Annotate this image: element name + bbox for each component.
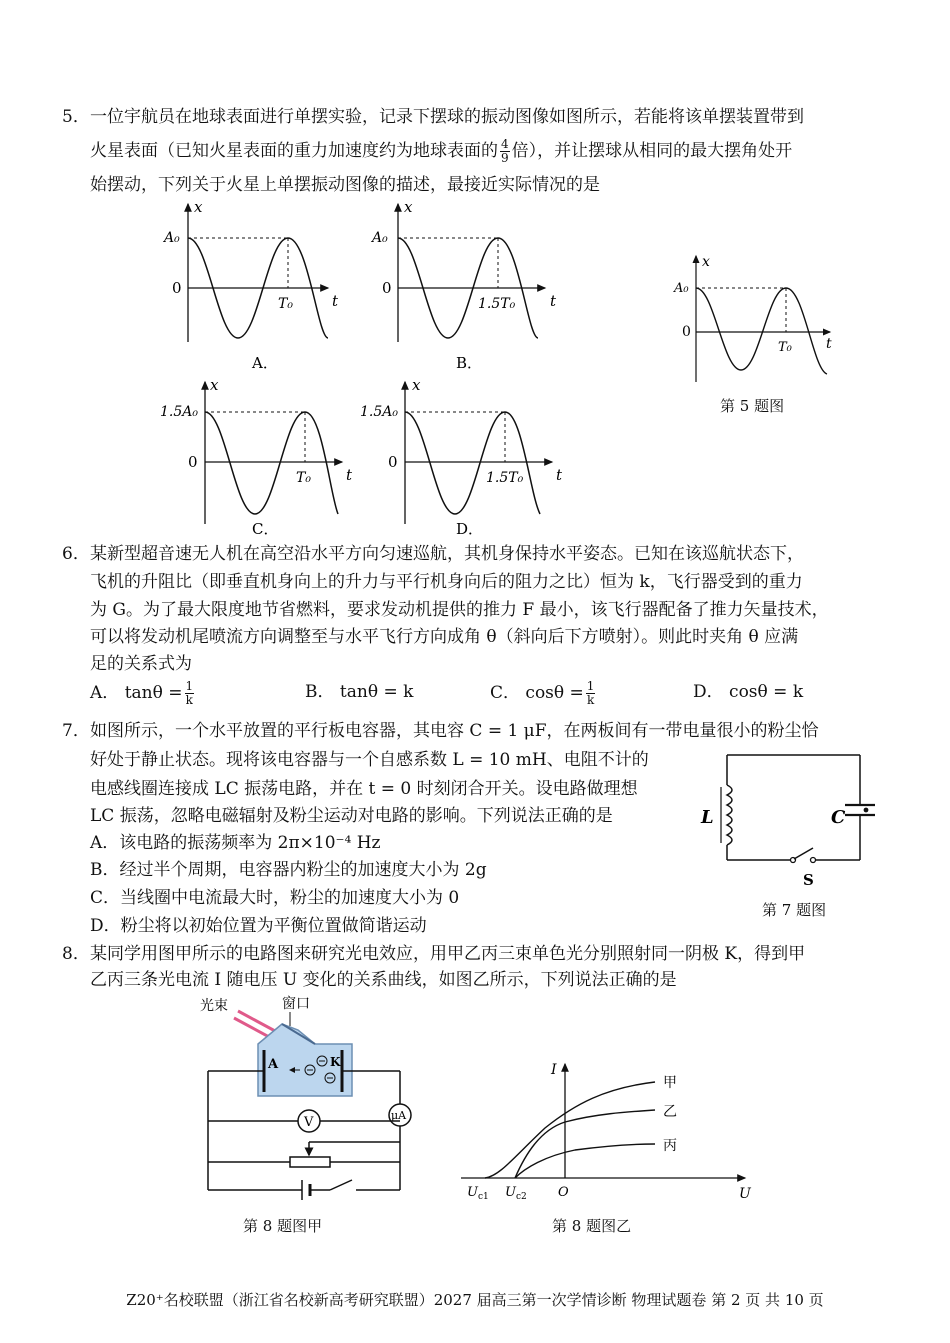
q5-b-label: B． (456, 354, 483, 372)
q8-label-beam: 光束 (200, 998, 228, 1014)
q6-b-text: tanθ = k (339, 682, 414, 702)
q5-stem-line1: 一位宇航员在地球表面进行单摆实验，记录下摆球的振动图像如图所示，若能将该单摆装置带到 (90, 107, 804, 127)
q8-figure-b-graph (455, 1060, 765, 1200)
q7-option-b: B．经过半个周期，电容器内粉尘的加速度大小为 2g (90, 860, 487, 880)
q6-stem-line1: 某新型超音速无人机在高空沿水平方向匀速巡航，其机身保持水平姿态。已知在该巡航状态下， (90, 544, 804, 564)
q6-c-label: C． (490, 683, 521, 703)
q8-label-ammeter: μA (391, 1109, 407, 1122)
q8-b-curve-jia: 甲 (663, 1075, 677, 1091)
q6-number: 6． (62, 544, 90, 564)
q5-graph-d (360, 376, 563, 538)
q7-figure-caption: 第 7 题图 (762, 901, 827, 919)
q8-label-window: 窗口 (282, 996, 310, 1012)
q8-b-uc1-sub: c1 (477, 1192, 489, 1200)
q8-label-voltmeter: V (304, 1115, 314, 1130)
q5-a-axis-t: t (332, 292, 339, 310)
q8-b-curve-yi: 乙 (663, 1104, 677, 1120)
q8-label-cathode: K (330, 1055, 341, 1069)
q7-stem-line3: 电感线圈连接成 LC 振荡电路，并在 t = 0 时刻闭合开关。设电路做理想 (90, 779, 638, 799)
q8-b-uc2-sub: c2 (515, 1192, 527, 1200)
q8-figure-a-caption: 第 8 题图甲 (243, 1217, 323, 1235)
q5-d-amp: 1.5A₀ (360, 404, 398, 420)
q5-a-origin: 0 (172, 279, 182, 297)
q5-reference-graph (670, 250, 850, 390)
q7-lc-circuit (695, 745, 895, 893)
q7-number: 7． (62, 721, 90, 741)
q8-b-curve-bing: 丙 (663, 1138, 677, 1154)
q8-b-uc2 (505, 1185, 527, 1200)
q6-d-label: D． (693, 682, 724, 702)
q6-stem-line2: 飞机的升阻比（即垂直机身向上的升力与平行机身向后的阻力之比）恒为 k，飞行器受到的重力 (90, 572, 803, 592)
q6-d-text: cosθ = k (729, 682, 804, 702)
q6-stem-line4: 可以将发动机尾喷流方向调整至与水平飞行方向成角 θ（斜向后下方喷射）。则此时夹角 θ 应满 (90, 627, 799, 647)
q5-ref-axis-x: x (702, 254, 710, 270)
q5-a-amp: A₀ (164, 230, 180, 246)
q8-label-anode: A (268, 1057, 279, 1072)
q5-c-axis-t: t (346, 466, 353, 484)
q6-option-b (305, 680, 413, 704)
q5-stem-line2a: 火星表面（已知火星表面的重力加速度约为地球表面的 (90, 141, 498, 161)
q6-a-frac (185, 680, 195, 707)
q5-b-origin: 0 (382, 279, 392, 297)
q5-frac-num: 4 (501, 137, 509, 151)
q5-d-label: D． (456, 520, 484, 538)
q5-graph-a (162, 198, 339, 372)
q5-ref-amp: A₀ (674, 281, 689, 296)
q6-option-c (490, 680, 597, 707)
q5-c-label: C． (252, 520, 279, 538)
q6-a-den: k (185, 693, 193, 707)
q5-graph-c (160, 376, 353, 538)
q7-option-a: A．该电路的振荡频率为 2π×10⁻⁴ Hz (90, 833, 381, 853)
q7-label-l: L (701, 807, 714, 828)
q8-b-origin: O (558, 1185, 569, 1200)
q6-c-num: 1 (586, 679, 595, 693)
q7-label-s: S (803, 871, 814, 889)
q6-c-den: k (586, 693, 595, 707)
q5-c-amp: 1.5A₀ (160, 404, 198, 420)
q8-b-axis-u: U (739, 1186, 751, 1200)
q5-graph-b (370, 198, 557, 372)
q6-b-label: B． (305, 682, 335, 702)
q6-stem-line5: 足的关系式为 (90, 654, 192, 674)
q5-d-origin: 0 (388, 453, 398, 471)
q7-label-c: C (831, 807, 846, 828)
q8-b-uc2-letter: U (505, 1185, 516, 1200)
q5-d-axis-x: x (412, 376, 421, 394)
q7-option-d: D．粉尘将以初始位置为平衡位置做简谐运动 (90, 916, 427, 936)
q6-a-text: tanθ = (124, 683, 183, 703)
q8-figure-b-caption: 第 8 题图乙 (552, 1217, 632, 1235)
q5-number: 5． (62, 107, 90, 127)
q5-b-axis-t: t (550, 292, 557, 310)
q7-stem-line4: LC 振荡，忽略电磁辐射及粉尘运动对电路的影响。下列说法正确的是 (90, 806, 613, 826)
q5-figure-caption: 第 5 题图 (720, 397, 785, 415)
q5-a-period: T₀ (278, 296, 293, 312)
q5-fraction (500, 138, 510, 165)
page-footer: Z20⁺名校联盟（浙江省名校新高考研究联盟）2027 届高三第一次学情诊断 物理试题卷 第 2 页 共 10 页 (126, 1291, 824, 1309)
q8-b-uc1 (467, 1185, 489, 1200)
q8-b-axis-i: I (551, 1062, 557, 1078)
q7-stem-line2: 好处于静止状态。现将该电容器与一个自感系数 L = 10 mH、电阻不计的 (90, 750, 649, 770)
q5-a-axis-x: x (194, 198, 203, 216)
q5-stem-line2b: 倍），并让摆球从相同的最大摆角处开 (511, 141, 793, 161)
q5-options-graphs (150, 196, 570, 546)
q7-option-c: C．当线圈中电流最大时，粉尘的加速度大小为 0 (90, 888, 460, 908)
q5-stem-line2 (90, 138, 792, 165)
q8-b-uc1-letter: U (467, 1185, 478, 1200)
q5-c-period: T₀ (296, 470, 311, 486)
q7-stem-line1: 如图所示，一个水平放置的平行板电容器，其电容 C = 1 μF，在两板间有一带电量很小的粉尘恰 (90, 721, 819, 741)
q5-d-axis-t: t (556, 466, 563, 484)
q5-d-period: 1.5T₀ (486, 470, 524, 486)
q6-stem-line3: 为 G。为了最大限度地节省燃料，要求发动机提供的推力 F 最小，该飞行器配备了推力矢量技术， (90, 600, 829, 620)
q6-a-label: A． (90, 683, 120, 703)
q5-b-amp: A₀ (372, 230, 388, 246)
q6-option-a (90, 680, 196, 707)
q5-b-axis-x: x (404, 198, 413, 216)
q6-option-d (693, 680, 803, 704)
q6-c-text: cosθ = (525, 683, 584, 703)
q8-stem-line1: 某同学用图甲所示的电路图来研究光电效应，用甲乙丙三束单色光分别照射同一阴极 K，得到甲 (90, 944, 806, 964)
q5-frac-den: 9 (501, 151, 509, 165)
q6-c-frac (586, 680, 596, 707)
q5-a-label: A． (252, 354, 278, 372)
q5-ref-origin: 0 (682, 324, 691, 340)
q8-figure-a-circuit (190, 994, 420, 1209)
q8-stem-line2: 乙丙三条光电流 I 随电压 U 变化的关系曲线，如图乙所示，下列说法正确的是 (90, 970, 677, 990)
q5-ref-period: T₀ (778, 340, 792, 355)
q5-ref-axis-t: t (826, 336, 832, 352)
q5-c-axis-x: x (210, 376, 219, 394)
q5-stem-line3: 始摆动，下列关于火星上单摆振动图像的描述，最接近实际情况的是 (90, 175, 600, 195)
q5-b-period: 1.5T₀ (478, 296, 516, 312)
q5-c-origin: 0 (188, 453, 198, 471)
q8-number: 8． (62, 944, 90, 964)
q6-a-num: 1 (185, 679, 194, 693)
